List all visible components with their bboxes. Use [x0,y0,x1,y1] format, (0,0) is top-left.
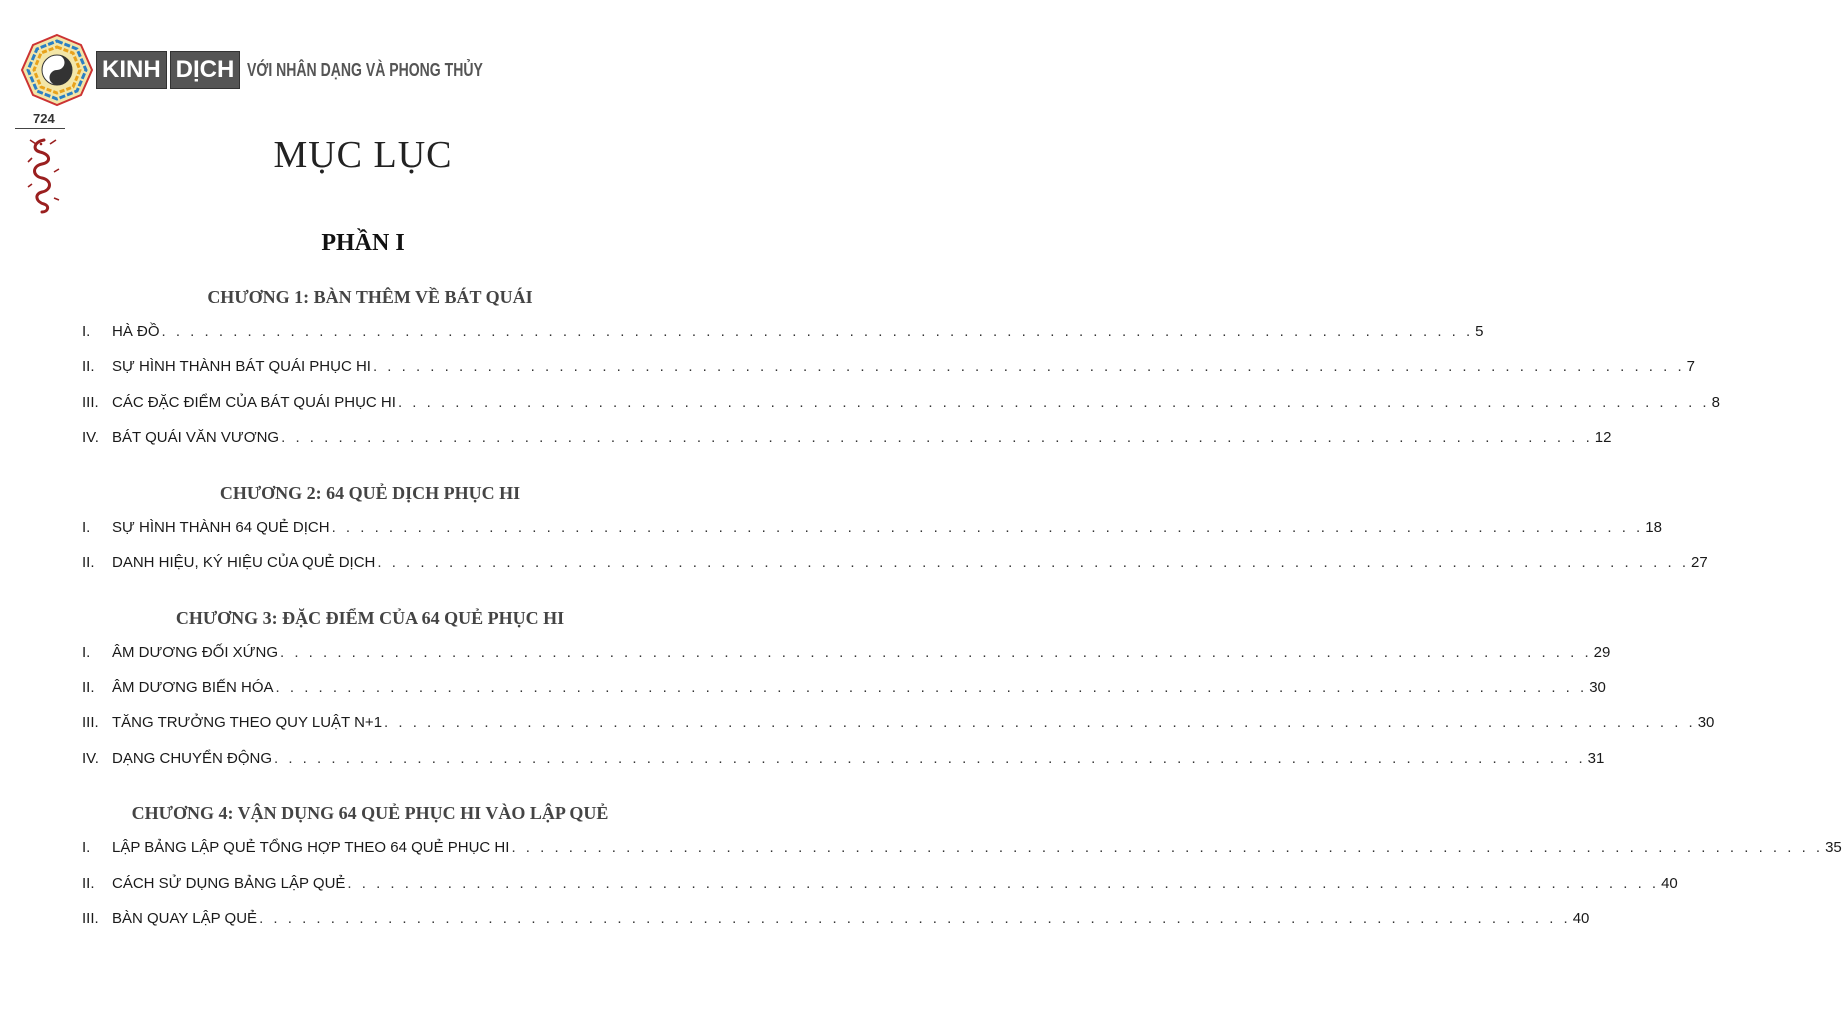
page-number: 724 [33,111,55,126]
entry-number: IV. [82,750,99,767]
entry-number: II. [82,358,95,375]
entry-number: II. [82,554,95,571]
entry-page: 40 [1572,910,1590,927]
dot-leader: . . . . . . . . . . . . . . . . . . . . . . . . . . . . . . . . . . . . . . . . . . . . . . . . . . . . . . . . . . . . . . . . . . . . . . . . . . . . . . . . . . . . . . . . . . . . [331,519,1644,536]
entry-number: I. [82,519,91,536]
dot-leader: . . . . . . . . . . . . . . . . . . . . . . . . . . . . . . . . . . . . . . . . . . . . . . . . . . . . . . . . . . . . . . . . . . . . . . . . . . . . . . . . . . . . . . . . . . . . [384,714,1696,731]
dot-leader: . . . . . . . . . . . . . . . . . . . . . . . . . . . . . . . . . . . . . . . . . . . . . . . . . . . . . . . . . . . . . . . . . . . . . . . . . . . . . . . . . . . . . . . . . . . . [397,394,1710,411]
entry-text: SỰ HÌNH THÀNH BÁT QUÁI PHỤC HI [112,358,371,375]
entry-text: BÀN QUAY LẬP QUẺ [112,910,258,927]
dot-leader: . . . . . . . . . . . . . . . . . . . . . . . . . . . . . . . . . . . . . . . . . . . . . . . . . . . . . . . . . . . . . . . . . . . . . . . . . . . . . . . . . . . . . . . . . . . . [281,429,1593,446]
entry-text: BÁT QUÁI VĂN VƯƠNG [112,429,280,446]
brand-header [96,50,550,90]
entry-number: III. [82,910,99,927]
toc-entry[interactable] [82,745,1605,767]
entry-page: 30 [1589,679,1606,696]
entry-number: II. [82,875,95,892]
entry-text: DANH HIỆU, KÝ HIỆU CỦA QUẺ DỊCH [112,554,376,571]
entry-number: III. [82,714,99,731]
brand-word-dich: DỊCH [170,51,241,89]
entry-page: 5 [1475,323,1484,340]
dot-leader: . . . . . . . . . . . . . . . . . . . . . . . . . . . . . . . . . . . . . . . . . . . . . . . . . . . . . . . . . . . . . . . . . . . . . . . . . . . . . . . . . . . . . . . . . . . . [377,554,1690,571]
entry-page: 35 [1825,839,1842,856]
entry-page: 30 [1697,714,1715,731]
entry-text: ÂM DƯƠNG BIẾN HÓA [112,679,274,696]
entry-page: 8 [1711,394,1720,411]
entry-text: CÁCH SỬ DỤNG BẢNG LẬP QUẺ [112,875,346,892]
toc-entry[interactable] [82,639,1611,661]
chapter-title: CHƯƠNG 3: ĐẶC ĐIỂM CỦA 64 QUẺ PHỤC HI [175,608,565,628]
entry-number: I. [82,839,91,856]
dot-leader: . . . . . . . . . . . . . . . . . . . . . . . . . . . . . . . . . . . . . . . . . . . . . . . . . . . . . . . . . . . . . . . . . . . . . . . . . . . . . . . . . . . . . . . . . . . . [511,839,1824,856]
entry-text: CÁC ĐẶC ĐIỂM CỦA BÁT QUÁI PHỤC HI [112,394,396,411]
dot-leader: . . . . . . . . . . . . . . . . . . . . . . . . . . . . . . . . . . . . . . . . . . . . . . . . . . . . . . . . . . . . . . . . . . . . . . . . . . . . . . . . . . . . . . . . . . . . [347,875,1660,892]
page-number-rule [15,128,65,129]
entry-text: ÂM DƯƠNG ĐỐI XỨNG [112,644,278,661]
brand-subtitle: VỚI NHÂN DẠNG VÀ PHONG THỦY [247,59,484,80]
toc-entry[interactable] [82,674,1606,696]
entry-number: II. [82,679,95,696]
toc-entry[interactable] [82,389,1720,411]
toc-entry[interactable] [82,353,1695,375]
entry-number: IV. [82,429,99,446]
entry-page: 12 [1594,429,1612,446]
part-title: PHẦN I [321,230,405,256]
entry-page: 18 [1645,519,1662,536]
toc-entry[interactable] [82,834,1842,856]
entry-page: 40 [1661,875,1678,892]
dot-leader: . . . . . . . . . . . . . . . . . . . . . . . . . . . . . . . . . . . . . . . . . . . . . . . . . . . . . . . . . . . . . . . . . . . . . . . . . . . . . . . . . . . . . . . . . . . . [275,679,1588,696]
entry-text: LẬP BẢNG LẬP QUẺ TỔNG HỢP THEO 64 QUẺ PHỤC HI [112,839,510,856]
dot-leader: . . . . . . . . . . . . . . . . . . . . . . . . . . . . . . . . . . . . . . . . . . . . . . . . . . . . . . . . . . . . . . . . . . . . . . . . . . . . . . . . . . . . . . . . . . . . [161,323,1474,340]
dot-leader: . . . . . . . . . . . . . . . . . . . . . . . . . . . . . . . . . . . . . . . . . . . . . . . . . . . . . . . . . . . . . . . . . . . . . . . . . . . . . . . . . . . . . . . . . . . . [280,644,1592,661]
entry-page: 31 [1587,750,1605,767]
brand-word-kinh: KINH [96,51,167,89]
bagua-logo-icon [20,33,94,107]
entry-text: DẠNG CHUYỂN ĐỘNG [112,750,273,767]
toc-entry[interactable] [82,424,1612,446]
chapter-title: CHƯƠNG 1: BÀN THÊM VỀ BÁT QUÁI [207,287,533,307]
toc-entry[interactable] [82,549,1708,571]
page-title: MỤC LỤC [273,134,453,176]
entry-number: III. [82,394,99,411]
toc-entry[interactable] [82,709,1715,731]
toc-entry[interactable] [82,514,1662,536]
dot-leader: . . . . . . . . . . . . . . . . . . . . . . . . . . . . . . . . . . . . . . . . . . . . . . . . . . . . . . . . . . . . . . . . . . . . . . . . . . . . . . . . . . . . . . . . . . . . [372,358,1685,375]
toc-entry[interactable] [82,905,1590,927]
toc-entry[interactable] [82,870,1678,892]
entry-page: 7 [1686,358,1695,375]
toc-entry[interactable] [82,318,1484,340]
entry-text: SỰ HÌNH THÀNH 64 QUẺ DỊCH [112,519,330,536]
dot-leader: . . . . . . . . . . . . . . . . . . . . . . . . . . . . . . . . . . . . . . . . . . . . . . . . . . . . . . . . . . . . . . . . . . . . . . . . . . . . . . . . . . . . . . . . . . . . [274,750,1586,767]
entry-number: I. [82,644,91,661]
entry-text: TĂNG TRƯỞNG THEO QUY LUẬT N+1 [112,714,383,731]
entry-page: 27 [1691,554,1708,571]
entry-text: HÀ ĐỒ [112,323,160,340]
entry-page: 29 [1593,644,1611,661]
chapter-title: CHƯƠNG 2: 64 QUẺ DỊCH PHỤC HI [219,483,521,503]
entry-number: I. [82,323,91,340]
dot-leader: . . . . . . . . . . . . . . . . . . . . . . . . . . . . . . . . . . . . . . . . . . . . . . . . . . . . . . . . . . . . . . . . . . . . . . . . . . . . . . . . . . . . . . . . . . . . [259,910,1571,927]
chapter-title: CHƯƠNG 4: VẬN DỤNG 64 QUẺ PHỤC HI VÀO LẬP QUẺ [131,803,609,823]
